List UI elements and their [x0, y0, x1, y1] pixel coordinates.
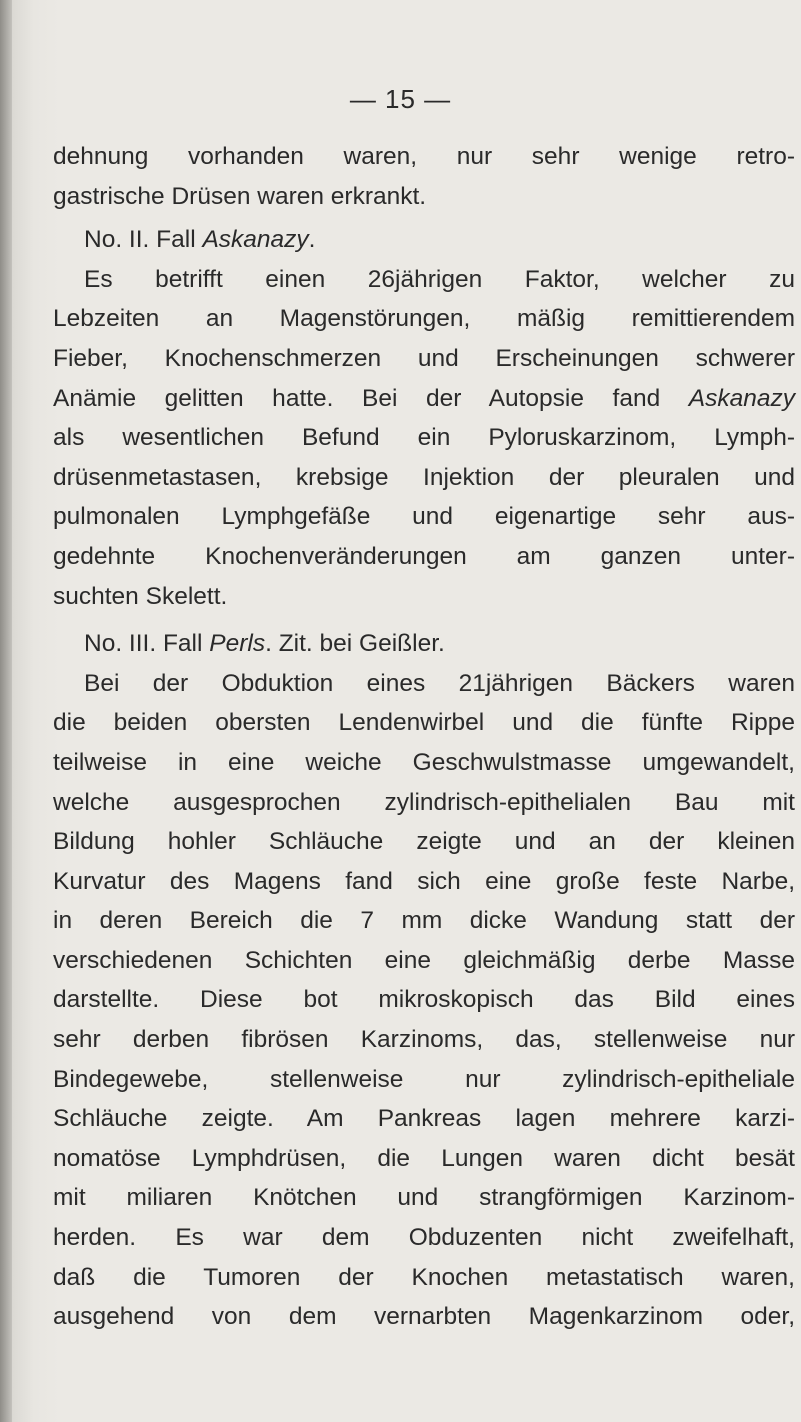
text-line: gedehnte Knochenveränderungen am ganzen unter-: [53, 542, 795, 570]
author-name: Askanazy: [202, 226, 309, 254]
text-line: Bei der Obduktion eines 21jährigen Bäckers waren: [84, 669, 795, 697]
text-line: Schläuche zeigte. Am Pankreas lagen mehrere karzi-: [53, 1105, 795, 1133]
text-line: die beiden obersten Lendenwirbel und die fünfte Rippe: [53, 709, 795, 737]
text-line: Fieber, Knochenschmerzen und Erscheinungen schwerer: [53, 344, 795, 372]
body-text: [53, 137, 795, 1337]
binding-shadow: [0, 0, 12, 1422]
text-line: in deren Bereich die 7 mm dicke Wandung statt der: [53, 907, 795, 935]
text-line: Es betrifft einen 26jährigen Faktor, welcher zu: [84, 265, 795, 293]
text-line: dehnung vorhanden waren, nur sehr wenige retro-: [53, 143, 795, 170]
text-line: Anämie gelitten hatte. Bei der Autopsie fand Askanazy: [53, 384, 795, 412]
text-line: pulmonalen Lymphgefäße und eigenartige sehr aus-: [53, 503, 795, 531]
text-line: nomatöse Lymphdrüsen, die Lungen waren dicht besät: [53, 1144, 795, 1172]
text-line: verschiedenen Schichten eine gleichmäßig derbe Masse: [53, 946, 795, 974]
text-line: sehr derben fibrösen Karzinoms, das, stellenweise nur: [53, 1026, 795, 1054]
text-line: Bindegewebe, stellenweise nur zylindrisch-epitheliale: [53, 1065, 795, 1093]
text-line: Bildung hohler Schläuche zeigte und an der kleinen: [53, 828, 795, 856]
text-line: suchten Skelett.: [53, 582, 228, 610]
text-line: welche ausgesprochen zylindrisch-epithelialen Bau mit: [53, 788, 795, 816]
text-line: herden. Es war dem Obduzenten nicht zweifelhaft,: [53, 1224, 795, 1252]
author-name: Perls: [209, 630, 266, 658]
case-heading-3: No. III. Fall Perls. Zit. bei Geißler.: [84, 630, 445, 658]
text-line: als wesentlichen Befund ein Pyloruskarzinom, Lymph-: [53, 424, 795, 452]
case-heading-2: No. II. Fall Askanazy.: [84, 226, 316, 254]
text-line: darstellte. Diese bot mikroskopisch das Bild eines: [53, 986, 795, 1014]
text-line: drüsenmetastasen, krebsige Injektion der pleuralen und: [53, 463, 795, 491]
text-line: ausgehend von dem vernarbten Magenkarzinom oder,: [53, 1303, 795, 1331]
author-name: Askanazy: [688, 384, 795, 412]
text-line: mit miliaren Knötchen und strangförmigen Karzinom-: [53, 1184, 795, 1212]
text-line: Kurvatur des Magens fand sich eine große feste Narbe,: [53, 867, 795, 895]
page-number: — 15 —: [349, 84, 452, 114]
text-line: daß die Tumoren der Knochen metastatisch waren,: [53, 1263, 795, 1291]
text-line: gastrische Drüsen waren erkrankt.: [53, 182, 427, 210]
text-line: teilweise in eine weiche Geschwulstmasse umgewandelt,: [53, 748, 795, 776]
text-line: Lebzeiten an Magenstörungen, mäßig remittierendem: [53, 305, 795, 333]
